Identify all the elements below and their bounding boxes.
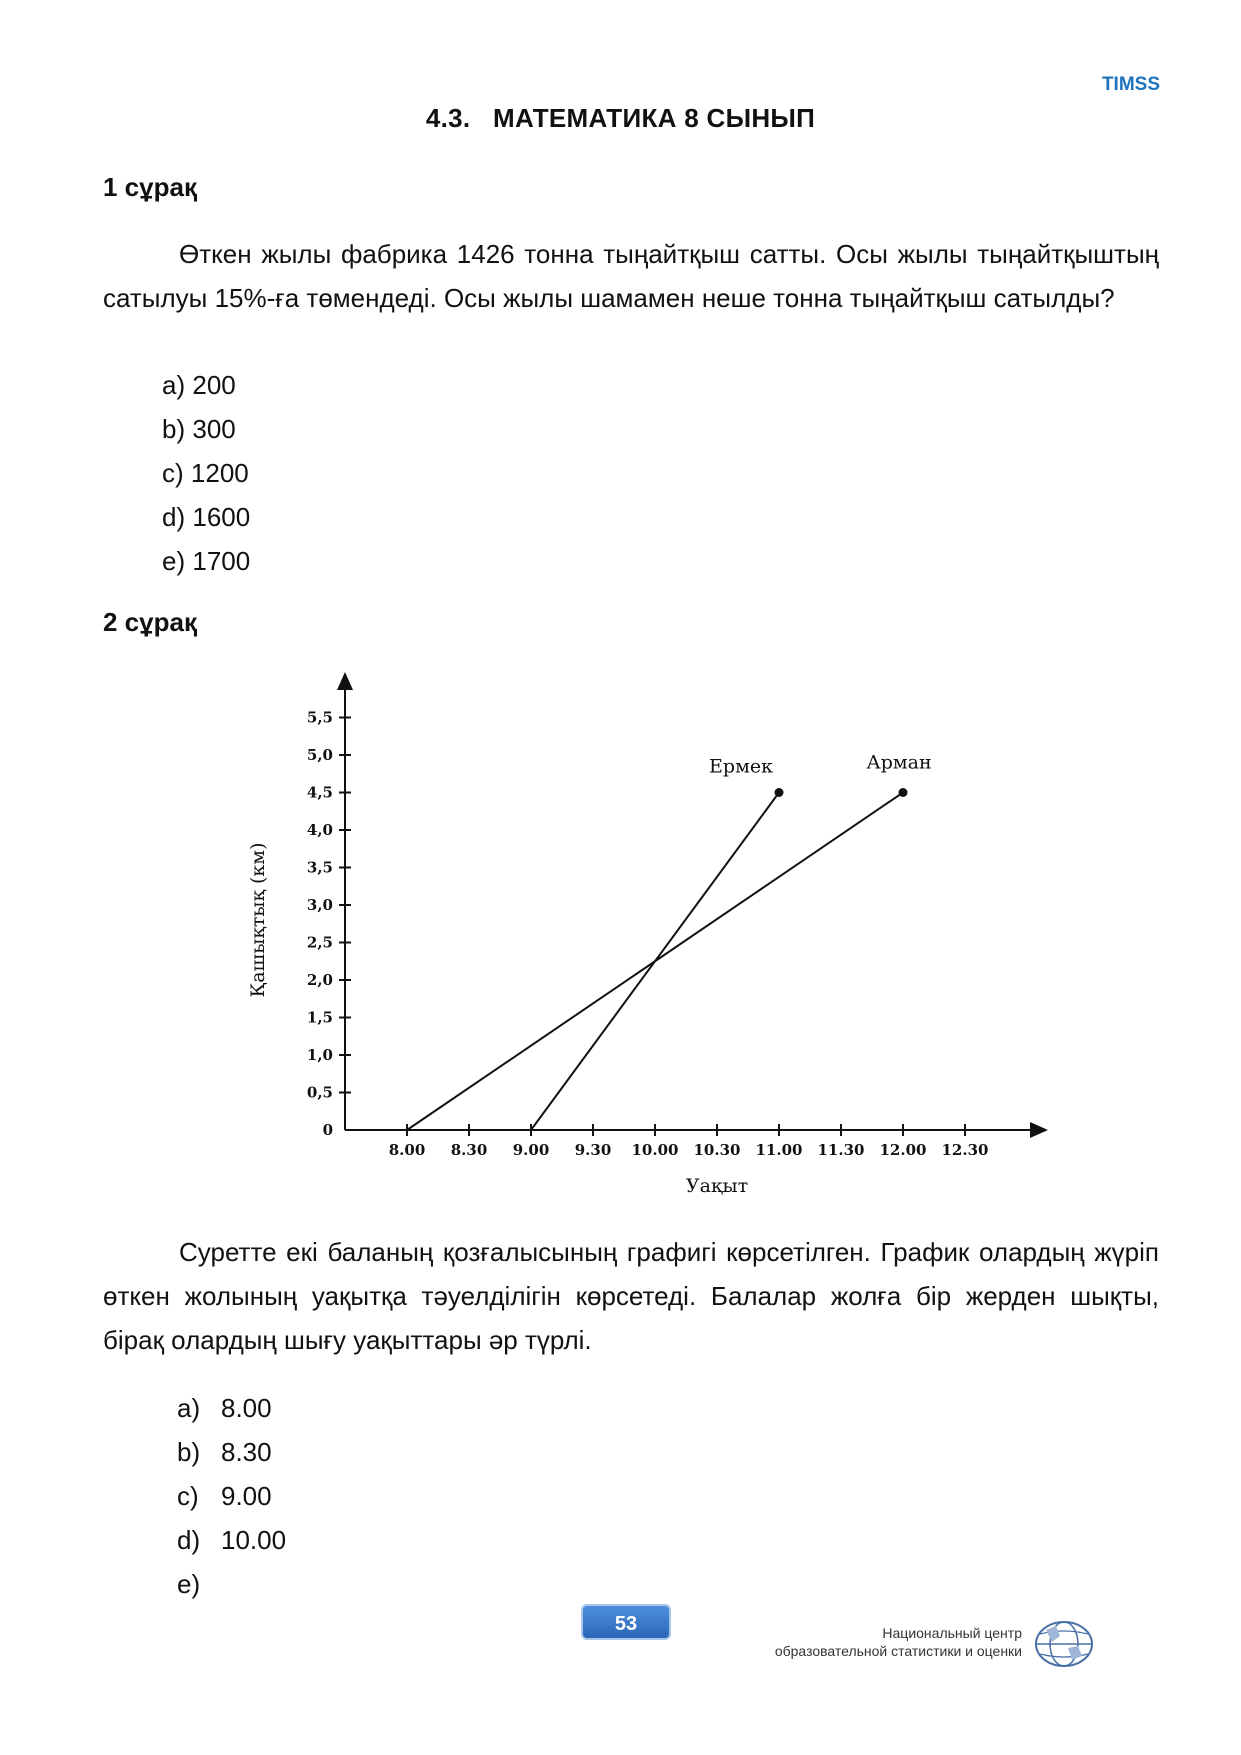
q2-heading: 2 сұрақ <box>103 607 197 637</box>
distance-time-chart <box>240 668 1060 1208</box>
series-endpoint-1 <box>775 788 784 797</box>
y-tick-label: 0 <box>322 1121 333 1139</box>
x-tick-label: 10.30 <box>693 1141 741 1159</box>
y-tick-label: 3,5 <box>306 858 333 877</box>
q1-option-a[interactable]: a) 200 <box>162 370 236 400</box>
y-tick-label: 5,0 <box>306 746 333 764</box>
series-label-1: Ермек <box>709 755 773 778</box>
y-tick-label: 3,0 <box>306 896 333 914</box>
q1-heading: 1 сұрақ <box>103 172 197 202</box>
x-tick-label: 8.30 <box>450 1141 488 1159</box>
page-number: 53 <box>581 1604 671 1640</box>
y-tick-label: 0,5 <box>306 1083 333 1102</box>
header-tag: TIMSS <box>1101 74 1160 95</box>
q1-option-e[interactable]: e) 1700 <box>162 546 251 576</box>
globe-logo-icon <box>1032 1618 1096 1670</box>
q2-option-e[interactable]: e) <box>177 1569 201 1599</box>
y-tick-label: 1,5 <box>306 1008 333 1027</box>
q2-option-b[interactable]: b) 8.30 <box>177 1437 272 1467</box>
y-tick-label: 4,5 <box>306 783 333 802</box>
series-label-2: Арман <box>866 751 932 774</box>
y-tick-label: 1,0 <box>306 1046 333 1064</box>
x-tick-label: 12.00 <box>879 1141 927 1159</box>
y-axis-label: Қашықтық (км) <box>247 842 269 998</box>
y-tick-label: 2,0 <box>306 971 333 989</box>
q2-text: Суретте екі баланың қозғалысының графигі көрсетілген. График олардың жүріп өткен жолының уақытқа тәуелділігін көрсетеді. Балалар жолға бір жерден шықты, бірақ олардың шығу уақыттары әр түрлі. <box>103 1237 1159 1355</box>
q2-options <box>177 1386 286 1606</box>
x-tick-label: 9.00 <box>512 1141 550 1159</box>
q1-option-b[interactable]: b) 300 <box>162 414 236 444</box>
q1-option-c[interactable]: c) 1200 <box>162 458 249 488</box>
x-axis-label: Уақыт <box>685 1175 749 1197</box>
x-tick-label: 11.00 <box>755 1141 803 1159</box>
series-endpoint-2 <box>899 788 908 797</box>
x-tick-label: 11.30 <box>817 1141 865 1159</box>
q1-option-d[interactable]: d) 1600 <box>162 502 251 532</box>
q2-option-a[interactable]: a) 8.00 <box>177 1393 272 1423</box>
y-tick-label: 5,5 <box>306 708 333 727</box>
q2-option-d[interactable]: d) 10.00 <box>177 1525 287 1555</box>
q1-text: Өткен жылы фабрика 1426 тонна тыңайтқыш сатты. Осы жылы тыңайтқыштың сатылуы 15%-ға төмендеді. Осы жылы шамамен неше тонна тыңайтқыш сатылды? <box>103 239 1159 313</box>
footer-org-name: Национальный центр образовательной статистики и оценки <box>774 1625 1022 1659</box>
q1-options <box>162 363 250 583</box>
section-title: 4.3. МАТЕМАТИКА 8 СЫНЫП <box>425 103 816 133</box>
x-tick-label: 8.00 <box>388 1141 426 1159</box>
y-tick-label: 4,0 <box>306 821 333 839</box>
x-tick-label: 10.00 <box>631 1141 679 1159</box>
x-tick-label: 12.30 <box>941 1141 989 1159</box>
series-line-2 <box>407 793 903 1131</box>
q2-option-c[interactable]: c) 9.00 <box>177 1481 272 1511</box>
x-tick-label: 9.30 <box>574 1141 612 1159</box>
y-tick-label: 2,5 <box>306 933 333 952</box>
